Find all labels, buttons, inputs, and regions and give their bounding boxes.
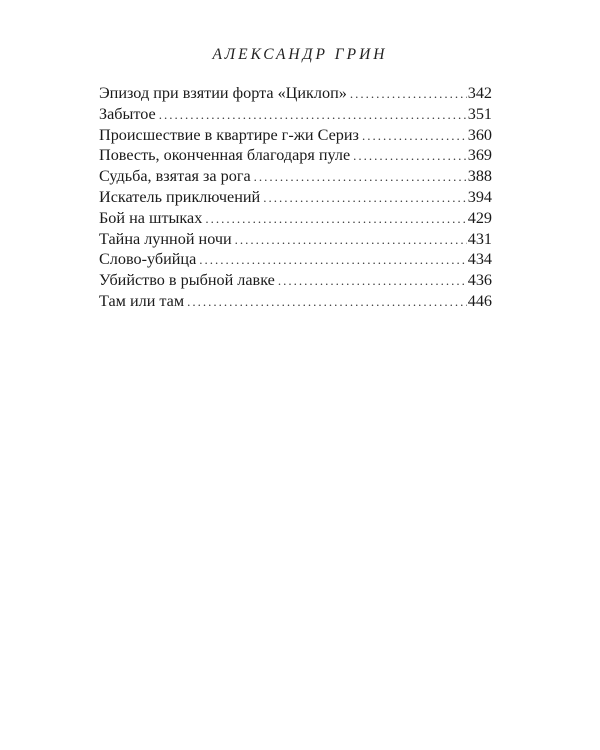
toc-entry xyxy=(99,291,492,312)
toc-entry-title: Судьба, взятая за рога xyxy=(99,167,251,186)
toc-entry xyxy=(99,145,492,166)
toc-entry-title: Там или там xyxy=(99,291,185,310)
toc-dot-leader xyxy=(199,250,466,271)
toc-entry-page: 434 xyxy=(467,250,492,269)
toc-entry-title: Убийство в рыбной лавке xyxy=(99,271,275,290)
running-head: АЛЕКСАНДР ГРИН xyxy=(212,46,388,63)
toc-entry-page: 388 xyxy=(467,167,492,186)
toc-dot-leader xyxy=(254,167,467,188)
toc-entry-page: 431 xyxy=(467,229,492,248)
toc-entry-title: Повесть, оконченная благодаря пуле xyxy=(99,146,351,165)
toc-entry-page: 360 xyxy=(467,125,492,144)
toc-entry xyxy=(99,125,492,146)
toc-dot-leader xyxy=(362,126,467,147)
toc-entry-title: Забытое xyxy=(99,104,156,123)
toc-dot-leader xyxy=(263,188,467,209)
toc-entry-page: 351 xyxy=(467,104,492,123)
table-of-contents xyxy=(99,83,492,312)
toc-entry-title: Происшествие в квартире г-жи Сериз xyxy=(99,125,359,144)
toc-entry-page: 429 xyxy=(467,208,492,227)
toc-entry xyxy=(99,104,492,125)
toc-entry-title: Тайна лунной ночи xyxy=(99,229,232,248)
toc-entry xyxy=(99,187,492,208)
toc-entry-page: 446 xyxy=(467,291,492,310)
toc-dot-leader xyxy=(353,146,467,167)
toc-entry xyxy=(99,270,492,291)
toc-entry-title: Искатель приключений xyxy=(99,187,261,206)
toc-entry-title: Эпизод при взятии форта «Циклоп» xyxy=(99,84,347,102)
toc-entry xyxy=(99,83,492,104)
toc-entry-title: Слово-убийца xyxy=(99,250,197,269)
toc-dot-leader xyxy=(235,230,467,251)
toc-entry xyxy=(99,249,492,270)
toc-entry-page: 394 xyxy=(467,187,492,206)
toc-dot-leader xyxy=(278,271,467,292)
toc-entry xyxy=(99,229,492,250)
toc-dot-leader xyxy=(159,105,467,126)
toc-dot-leader xyxy=(205,209,466,230)
toc-entry-page: 369 xyxy=(467,146,492,165)
toc-entry-title: Бой на штыках xyxy=(99,208,203,227)
toc-entry-page: 342 xyxy=(467,84,492,102)
toc-entry xyxy=(99,166,492,187)
toc-dot-leader xyxy=(187,292,467,313)
toc-entry-page: 436 xyxy=(467,271,492,290)
toc-dot-leader xyxy=(350,84,467,105)
toc-entry xyxy=(99,208,492,229)
